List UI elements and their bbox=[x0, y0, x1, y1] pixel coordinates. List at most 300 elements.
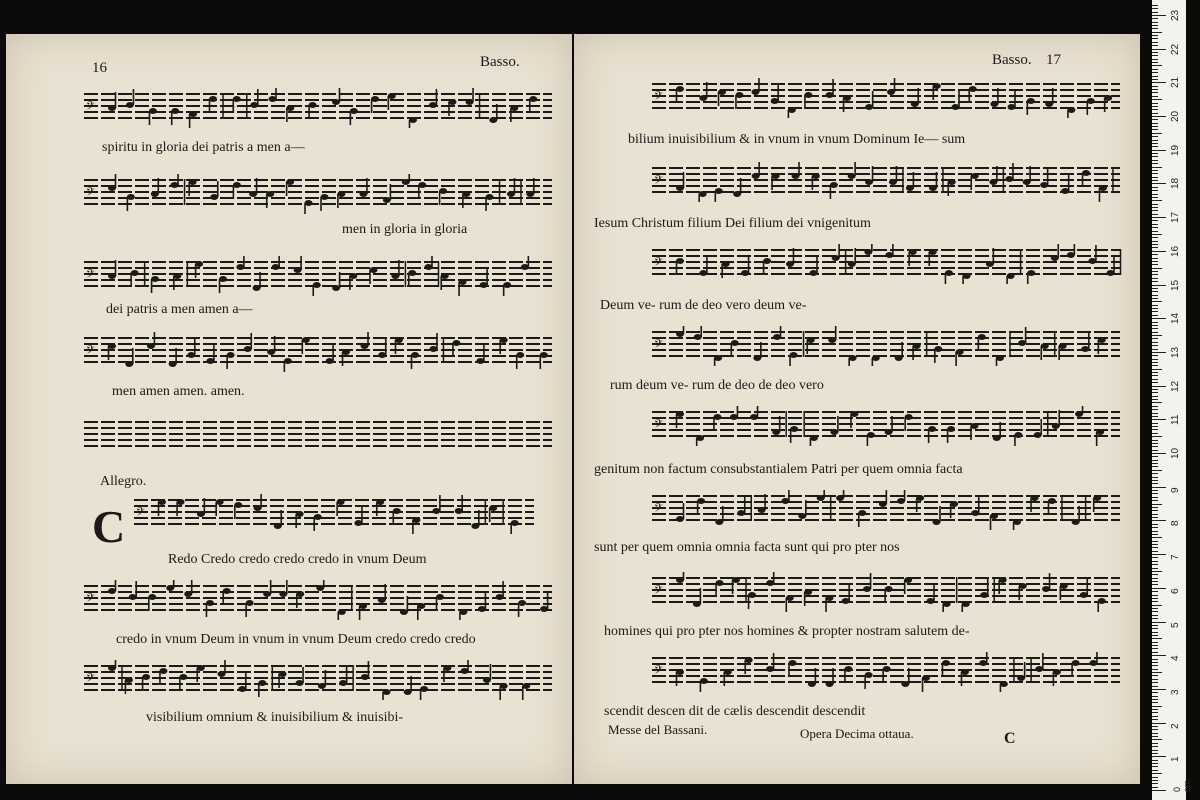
right-page bbox=[574, 34, 1140, 784]
note-glyph bbox=[1104, 95, 1112, 112]
note-glyph bbox=[980, 579, 988, 598]
note-glyph bbox=[223, 588, 231, 605]
ruler-number: 20 bbox=[1170, 110, 1181, 122]
footer-opus: Opera Decima ottaua. bbox=[800, 726, 914, 741]
note-glyph bbox=[206, 345, 214, 364]
note-glyph bbox=[766, 653, 774, 672]
ruler-number: 12 bbox=[1170, 380, 1181, 392]
lyrics-line: men in gloria in gloria bbox=[342, 222, 468, 237]
ruler-tick bbox=[1152, 207, 1158, 208]
ruler-tick bbox=[1152, 308, 1158, 309]
empty-staff bbox=[6, 416, 572, 452]
note-glyph bbox=[1082, 170, 1090, 187]
page-number-left: 16 bbox=[92, 60, 107, 76]
ruler-number: 8 bbox=[1170, 520, 1181, 527]
lyrics-line: bilium inuisibilium & in vnum in vnum Dominum Ie— sum bbox=[628, 132, 966, 147]
note-glyph bbox=[792, 162, 800, 179]
catchword: C bbox=[1004, 730, 1016, 747]
note-glyph bbox=[142, 674, 150, 691]
ruler-tick bbox=[1152, 116, 1166, 117]
ruler-tick bbox=[1152, 706, 1162, 707]
note-glyph bbox=[922, 675, 930, 692]
ruler-tick bbox=[1152, 753, 1158, 754]
staff-notation bbox=[6, 174, 572, 214]
note-glyph bbox=[296, 511, 304, 528]
staff-system bbox=[6, 580, 572, 616]
note-glyph bbox=[1005, 163, 1013, 182]
note-glyph bbox=[741, 257, 749, 276]
note-glyph bbox=[844, 666, 852, 683]
ruler-number: 22 bbox=[1170, 43, 1181, 55]
note-glyph bbox=[187, 339, 195, 358]
note-glyph bbox=[867, 432, 875, 446]
note-glyph bbox=[697, 498, 705, 515]
note-glyph bbox=[131, 270, 139, 287]
note-glyph bbox=[159, 668, 167, 685]
ruler-tick bbox=[1152, 76, 1158, 77]
note-glyph bbox=[209, 96, 217, 113]
ruler-tick bbox=[1152, 177, 1158, 178]
ruler-tick bbox=[1152, 517, 1158, 518]
note-glyph bbox=[927, 585, 935, 604]
ruler-tick bbox=[1152, 38, 1158, 39]
ruler-tick bbox=[1152, 537, 1162, 538]
ruler-tick bbox=[1152, 510, 1158, 511]
part-label-right: Basso. bbox=[992, 52, 1032, 68]
note-glyph bbox=[339, 667, 347, 686]
footer-title: Messe del Bassani. bbox=[608, 722, 708, 737]
ruler-tick bbox=[1152, 423, 1158, 424]
note-glyph bbox=[905, 414, 913, 431]
note-glyph bbox=[872, 355, 880, 366]
ruler-tick bbox=[1152, 413, 1158, 414]
ruler-tick bbox=[1152, 460, 1158, 461]
staff-system bbox=[574, 326, 1140, 362]
ruler-tick bbox=[1152, 679, 1158, 680]
note-glyph bbox=[436, 594, 444, 611]
note-glyph bbox=[395, 337, 403, 354]
note-glyph bbox=[432, 495, 440, 514]
decorated-initial: C bbox=[92, 501, 126, 552]
note-glyph bbox=[1080, 579, 1088, 598]
ruler-tick bbox=[1152, 123, 1158, 124]
ruler-tick bbox=[1152, 669, 1158, 670]
ruler-tick bbox=[1152, 392, 1158, 393]
ruler-tick bbox=[1152, 365, 1158, 366]
ruler-tick bbox=[1152, 15, 1166, 16]
ruler-tick bbox=[1152, 581, 1158, 582]
ruler-tick bbox=[1152, 264, 1158, 265]
ruler-tick bbox=[1152, 113, 1158, 114]
ruler-tick bbox=[1152, 652, 1158, 653]
note-glyph bbox=[718, 89, 726, 106]
note-glyph bbox=[1000, 681, 1008, 692]
note-glyph bbox=[418, 182, 426, 199]
ruler-tick bbox=[1152, 595, 1158, 596]
note-glyph bbox=[173, 273, 181, 290]
note-glyph bbox=[715, 188, 723, 202]
ruler-tick bbox=[1152, 743, 1158, 744]
ruler-tick bbox=[1152, 109, 1158, 110]
clef-icon: 𝄢 bbox=[86, 673, 96, 688]
ruler-tick bbox=[1152, 429, 1158, 430]
note-glyph bbox=[233, 182, 241, 199]
note-glyph bbox=[503, 282, 511, 296]
note-glyph bbox=[258, 680, 266, 697]
ruler-tick bbox=[1152, 399, 1158, 400]
ruler-tick bbox=[1152, 150, 1166, 151]
note-glyph bbox=[956, 349, 964, 366]
note-glyph bbox=[748, 592, 756, 609]
lyrics-line: genitum non factum consubstantialem Patri per quem omnia facta bbox=[594, 462, 963, 477]
note-glyph bbox=[361, 332, 369, 349]
ruler-tick bbox=[1152, 642, 1158, 643]
note-glyph bbox=[148, 594, 156, 611]
note-glyph bbox=[1060, 583, 1068, 600]
ruler-tick bbox=[1152, 692, 1158, 693]
note-glyph bbox=[945, 270, 953, 284]
staff-notation bbox=[574, 244, 1140, 284]
staff-notation bbox=[6, 332, 572, 372]
ruler-tick bbox=[1152, 436, 1162, 437]
ruler-tick bbox=[1152, 477, 1158, 478]
ruler-tick bbox=[1152, 490, 1158, 491]
ruler-tick bbox=[1152, 402, 1162, 403]
note-glyph bbox=[250, 89, 258, 108]
ruler-tick bbox=[1152, 8, 1158, 9]
note-glyph bbox=[916, 495, 924, 512]
note-glyph bbox=[478, 593, 486, 612]
note-glyph bbox=[302, 337, 310, 354]
note-glyph bbox=[489, 505, 497, 522]
ruler-tick bbox=[1152, 106, 1158, 107]
note-glyph bbox=[318, 670, 326, 689]
ruler-tick bbox=[1152, 342, 1158, 343]
note-glyph bbox=[529, 96, 537, 113]
lyrics-line: visibilium omnium & inuisibilium & inuisibi- bbox=[146, 710, 404, 725]
staff-system bbox=[574, 78, 1140, 114]
note-glyph bbox=[735, 92, 743, 109]
staff-notation bbox=[574, 572, 1140, 612]
measurement-ruler bbox=[1152, 0, 1192, 800]
note-glyph bbox=[1072, 660, 1080, 677]
ruler-tick bbox=[1152, 790, 1166, 791]
note-glyph bbox=[216, 499, 224, 516]
note-glyph bbox=[990, 513, 998, 530]
note-glyph bbox=[1019, 583, 1027, 600]
lyrics-line: credo in vnum Deum in vnum in vnum Deum credo credo credo bbox=[116, 632, 476, 647]
note-glyph bbox=[804, 589, 812, 606]
ruler-tick bbox=[1152, 493, 1158, 494]
ruler-tick bbox=[1152, 524, 1158, 525]
lyrics-line: Redo Credo credo credo credo in vnum Deum bbox=[168, 552, 427, 567]
clef-icon: 𝄢 bbox=[654, 585, 664, 600]
note-glyph bbox=[206, 600, 214, 617]
ruler-tick bbox=[1152, 483, 1158, 484]
note-glyph bbox=[950, 501, 958, 518]
ruler-tick bbox=[1152, 227, 1158, 228]
tempo-marking: Allegro. bbox=[100, 474, 147, 489]
note-glyph bbox=[810, 435, 818, 446]
ruler-tick bbox=[1152, 89, 1158, 90]
note-glyph bbox=[887, 78, 895, 95]
ruler-tick bbox=[1152, 574, 1158, 575]
ruler-tick bbox=[1152, 409, 1158, 410]
note-glyph bbox=[516, 352, 524, 369]
ruler-tick bbox=[1152, 719, 1158, 720]
note-glyph bbox=[195, 261, 203, 278]
staff-notation bbox=[574, 326, 1140, 366]
note-glyph bbox=[826, 595, 834, 612]
ruler-tick bbox=[1152, 163, 1158, 164]
note-glyph bbox=[254, 494, 262, 511]
note-glyph bbox=[510, 105, 518, 122]
note-glyph bbox=[326, 345, 334, 364]
note-glyph bbox=[842, 585, 850, 604]
note-glyph bbox=[233, 96, 241, 113]
ruler-tick bbox=[1152, 204, 1158, 205]
ruler-tick bbox=[1152, 345, 1158, 346]
note-glyph bbox=[963, 273, 971, 284]
ruler-number: 23 bbox=[1170, 9, 1181, 21]
ruler-tick bbox=[1152, 645, 1158, 646]
ruler-tick bbox=[1152, 234, 1162, 235]
ruler-tick bbox=[1152, 497, 1158, 498]
ruler-tick bbox=[1152, 328, 1158, 329]
ruler-tick bbox=[1152, 355, 1158, 356]
note-glyph bbox=[466, 88, 474, 105]
note-glyph bbox=[313, 282, 321, 296]
note-glyph bbox=[294, 256, 302, 273]
ruler-tick bbox=[1152, 220, 1158, 221]
ruler-tick bbox=[1152, 578, 1158, 579]
note-glyph bbox=[210, 181, 218, 200]
note-glyph bbox=[714, 355, 722, 366]
staff-system bbox=[574, 162, 1140, 198]
ruler-tick bbox=[1152, 389, 1158, 390]
note-glyph bbox=[443, 665, 451, 682]
note-glyph bbox=[321, 194, 329, 211]
clef-icon: 𝄢 bbox=[654, 419, 664, 434]
ruler-tick bbox=[1152, 736, 1158, 737]
note-glyph bbox=[354, 507, 362, 526]
note-glyph bbox=[1099, 185, 1107, 202]
note-glyph bbox=[716, 580, 724, 597]
staff-lines bbox=[6, 416, 572, 456]
ruler-tick bbox=[1152, 322, 1158, 323]
note-glyph bbox=[752, 162, 760, 179]
ruler-tick bbox=[1152, 463, 1158, 464]
note-glyph bbox=[865, 91, 873, 110]
ruler-number: 18 bbox=[1170, 178, 1181, 190]
ruler-tick bbox=[1152, 25, 1158, 26]
note-glyph bbox=[197, 665, 205, 682]
note-glyph bbox=[828, 326, 836, 343]
ruler-tick bbox=[1152, 55, 1158, 56]
note-glyph bbox=[947, 426, 955, 443]
ruler-tick bbox=[1152, 349, 1158, 350]
note-glyph bbox=[219, 276, 227, 293]
ruler-tick bbox=[1152, 301, 1162, 302]
note-glyph bbox=[1041, 343, 1049, 360]
ruler-tick bbox=[1152, 140, 1158, 141]
ruler-tick bbox=[1152, 291, 1158, 292]
staff-system bbox=[6, 332, 572, 368]
clef-icon: 𝄢 bbox=[86, 269, 96, 284]
ruler-unit-label: 0 cm bbox=[1172, 780, 1192, 792]
staff-notation bbox=[574, 162, 1140, 202]
ruler-tick bbox=[1152, 534, 1158, 535]
ruler-tick bbox=[1152, 608, 1158, 609]
ruler-tick bbox=[1152, 126, 1158, 127]
ruler-tick bbox=[1152, 480, 1158, 481]
ruler-tick bbox=[1152, 605, 1162, 606]
note-glyph bbox=[1018, 327, 1026, 346]
note-glyph bbox=[999, 577, 1007, 594]
ruler-tick bbox=[1152, 251, 1166, 252]
note-glyph bbox=[227, 352, 235, 369]
note-glyph bbox=[676, 411, 684, 428]
ruler-tick bbox=[1152, 739, 1162, 740]
clef-icon: 𝄢 bbox=[86, 345, 96, 360]
ruler-tick bbox=[1152, 514, 1158, 515]
note-glyph bbox=[934, 346, 942, 363]
ruler-tick bbox=[1152, 554, 1166, 555]
ruler-tick bbox=[1152, 470, 1162, 471]
staff-system bbox=[6, 88, 572, 124]
note-glyph bbox=[1088, 245, 1096, 264]
ruler-tick bbox=[1152, 146, 1158, 147]
note-glyph bbox=[279, 671, 287, 688]
ruler-tick bbox=[1152, 382, 1158, 383]
note-glyph bbox=[452, 340, 460, 357]
note-glyph bbox=[286, 179, 294, 196]
staff-system bbox=[574, 244, 1140, 280]
note-glyph bbox=[337, 191, 345, 208]
ruler-tick bbox=[1152, 466, 1158, 467]
ruler-number: 21 bbox=[1170, 77, 1181, 89]
note-glyph bbox=[804, 92, 812, 109]
ruler-tick bbox=[1152, 156, 1158, 157]
ruler-tick bbox=[1152, 194, 1158, 195]
note-glyph bbox=[1031, 495, 1039, 512]
note-glyph bbox=[296, 591, 304, 608]
ruler-tick bbox=[1152, 531, 1158, 532]
staff-system bbox=[574, 406, 1140, 442]
note-glyph bbox=[771, 85, 779, 104]
ruler-tick bbox=[1152, 625, 1158, 626]
note-glyph bbox=[127, 194, 135, 211]
lyrics-line: scendit descen dit de cælis descendit descendit bbox=[604, 704, 866, 719]
ruler-tick bbox=[1152, 22, 1158, 23]
note-glyph bbox=[948, 179, 956, 196]
ruler-number: 13 bbox=[1170, 346, 1181, 358]
ruler-tick bbox=[1152, 200, 1162, 201]
ruler-tick bbox=[1152, 682, 1158, 683]
note-glyph bbox=[408, 270, 416, 287]
ruler-tick bbox=[1152, 285, 1166, 286]
note-glyph bbox=[393, 508, 401, 525]
clef-icon: 𝄢 bbox=[654, 91, 664, 106]
staff-system bbox=[574, 490, 1140, 526]
staff-system bbox=[574, 572, 1140, 608]
note-glyph bbox=[359, 603, 367, 620]
staff-system bbox=[134, 494, 554, 530]
ruler-tick bbox=[1152, 5, 1158, 6]
ruler-tick bbox=[1152, 500, 1158, 501]
ruler-tick bbox=[1152, 103, 1158, 104]
ruler-tick bbox=[1152, 702, 1158, 703]
note-glyph bbox=[885, 586, 893, 603]
note-glyph bbox=[462, 191, 470, 208]
note-glyph bbox=[1007, 273, 1015, 284]
ruler-tick bbox=[1152, 416, 1158, 417]
note-glyph bbox=[929, 249, 937, 266]
staff-system bbox=[6, 256, 572, 292]
note-glyph bbox=[722, 261, 730, 278]
ruler-tick bbox=[1152, 65, 1162, 66]
ruler-tick bbox=[1152, 274, 1158, 275]
note-glyph bbox=[1035, 653, 1043, 672]
ruler-number: 17 bbox=[1170, 211, 1181, 224]
note-glyph bbox=[731, 340, 739, 357]
note-glyph bbox=[763, 258, 771, 275]
ruler-tick bbox=[1152, 231, 1158, 232]
ruler-tick bbox=[1152, 69, 1158, 70]
ruler-tick bbox=[1152, 305, 1158, 306]
left-page bbox=[6, 34, 572, 784]
ruler-tick bbox=[1152, 638, 1162, 639]
ruler-tick bbox=[1152, 49, 1166, 50]
ruler-tick bbox=[1152, 119, 1158, 120]
ruler-tick bbox=[1152, 153, 1158, 154]
ruler-tick bbox=[1152, 662, 1158, 663]
clef-icon: 𝄢 bbox=[654, 175, 664, 190]
ruler-tick bbox=[1152, 197, 1158, 198]
lyrics-line: sunt per quem omnia omnia facta sunt qui pro pter nos bbox=[594, 540, 900, 555]
note-glyph bbox=[279, 580, 287, 597]
ruler-tick bbox=[1152, 716, 1158, 717]
staff-notation bbox=[6, 660, 572, 700]
note-glyph bbox=[342, 349, 350, 366]
note-glyph bbox=[337, 499, 345, 516]
ruler-tick bbox=[1152, 456, 1158, 457]
ruler-tick bbox=[1152, 601, 1158, 602]
note-glyph bbox=[724, 669, 732, 686]
ruler-tick bbox=[1152, 453, 1166, 454]
note-glyph bbox=[732, 577, 740, 594]
note-glyph bbox=[909, 249, 917, 266]
note-glyph bbox=[409, 117, 417, 128]
ruler-tick bbox=[1152, 780, 1158, 781]
note-glyph bbox=[238, 673, 246, 692]
note-glyph bbox=[486, 194, 494, 211]
note-glyph bbox=[1014, 432, 1022, 446]
ruler-tick bbox=[1152, 268, 1162, 269]
ruler-tick bbox=[1152, 568, 1158, 569]
ruler-tick bbox=[1152, 440, 1158, 441]
ruler-tick bbox=[1152, 588, 1166, 589]
note-glyph bbox=[1096, 429, 1104, 446]
ruler-tick bbox=[1152, 598, 1158, 599]
note-glyph bbox=[129, 581, 137, 600]
note-glyph bbox=[383, 689, 391, 700]
ruler-tick bbox=[1152, 258, 1158, 259]
note-glyph bbox=[789, 660, 797, 677]
note-glyph bbox=[439, 188, 447, 205]
ruler-tick bbox=[1152, 386, 1166, 387]
note-glyph bbox=[108, 174, 116, 191]
